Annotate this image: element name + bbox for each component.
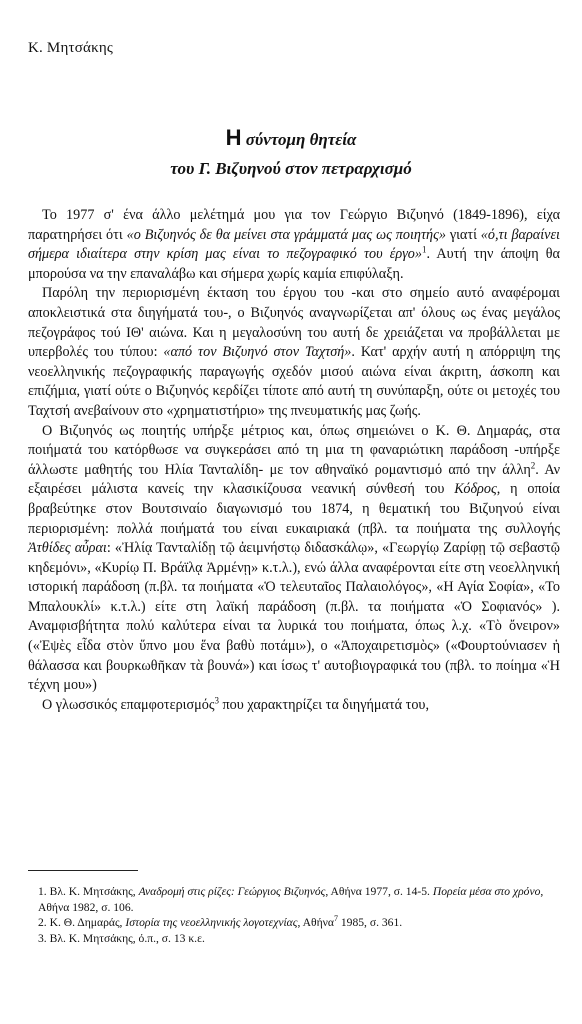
italic-text: Ιστορία της νεοελληνικής λογοτεχνίας: [125, 916, 298, 930]
footnote: [28, 931, 560, 947]
italic-text: Κόδρος: [454, 481, 497, 498]
footnote: [28, 884, 560, 915]
text-run: , Αθήνα 1977, σ. 14-5.: [325, 885, 433, 898]
italic-text: «ο Βιζυηνός δε θα μείνει στα γράμματά μας ως ποιητής»: [126, 226, 446, 243]
text-run: 1985, σ. 361.: [337, 916, 403, 930]
text-run: που χαρακτηρίζει τα διηγήματά του,: [218, 696, 430, 713]
text-run: 3. Βλ. Κ. Μητσάκης, ό.π., σ. 13 κ.ε.: [38, 931, 205, 945]
text-run: : «Ἠλίᾳ Τανταλίδῃ τῷ ἀειμνήστῳ διδασκάλῳ», «Γεωργίῳ Ζαρίφῃ τῷ σεβαστῷ κηδεμόνι», «Κυρίῳ Π. Βράϊλᾳ Ἀρμένῃ» κ.τ.λ.), ενώ άλλα αναφέρονται είτε στη νεοελληνική ιστορική παράδοση (π.βλ. τα ποιήματα «Ὁ τελευταῖος Παλαιολόγος», «Η Αγία Σοφία», «Το Μπαλουκλί» κ.τ.λ.) είτε στη λαϊκή παράδοση (π.βλ. τα ποιήματα «Ὁ Σοφιανός» ). Αναμφισβήτητα πολύ καλύτερα είναι τα λυρικά του ποιήματα, όπως λ.χ. «Τὸ ὄνειρον» («Ἐψὲς εἶδα στὸν ὕπνο μου ἕνα βαθὺ ποτάμι»), ο «Ἀποχαιρετισμὸς» («Φουρτούνιασεν ἡ θάλασσα και βουρκωθῆκαν τὰ βουνά») και ίσως τ' αυτοβιογραφικά του (πβλ. το ποίημα «Ἡ τέχνη μου»): [28, 540, 560, 694]
footnote-marker: 2: [530, 459, 536, 470]
text-run: . Κατ' αρχήν αυτή η απόρριψη της νεοελληνικής πεζογραφικής παραγωγής σχεδόν μισού αιώνα είναι άκριτη, άσκοπη και επιζήμια, γιατί ούτε ο Βιζυηνός κερδίζει τίποτε από αυτή τη συνύπαρξη, ούτε οι μετοχές του Ταχτσή ανεβαίνουν στο «χρηματιστήριο» της πνευματικής μας ζωής.: [28, 344, 560, 419]
text-run: Ο Βιζυηνός ως ποιητής υπήρξε μέτριος και, όπως σημειώνει ο Κ. Θ. Δημαράς, στα ποιήματά του κατόρθωσε να συγκεράσει από τη μια τη φαναριώτικη παράδοση -υπήρξε άλλωστε μαθητής του Ηλία Τανταλίδη- με τον αθηναϊκό ρομαντισμό από την άλλη: [28, 422, 560, 478]
running-head: Κ. Μητσάκης: [28, 40, 114, 56]
italic-text: Ἀτθίδες αὖραι: [28, 540, 107, 557]
text-run: Ο γλωσσικός επαμφοτερισμός: [42, 696, 215, 713]
text-run: γιατί: [445, 226, 481, 243]
paragraph: [28, 696, 560, 716]
italic-text: Αναδρομή στις ρίζες: Γεώργιος Βιζυηνός: [138, 885, 326, 898]
title-line-2: του Γ. Βιζυηνού στον πετραρχισμό: [170, 159, 412, 178]
footnote-marker: 3: [214, 695, 219, 706]
paragraph: [28, 422, 560, 696]
footnote-marker: 7: [333, 914, 338, 924]
footnotes: [28, 884, 560, 946]
body-text: [28, 206, 560, 715]
title-line-1: [0, 124, 582, 154]
footnote: [28, 915, 560, 931]
text-run: . Αυτή την άποψη θα μπορούσα να την επαναλάβω και σήμερα χωρίς καμία επιφύλαξη.: [28, 246, 560, 282]
footnote-divider: [28, 870, 138, 871]
paragraph: [28, 206, 560, 284]
text-run: Παρόλη την περιορισμένη έκταση του έργου του -και στο σημείο αυτό αναφέρομαι αποκλειστικά στα διηγήματά του-, ο Βιζυηνός αναγνωρίζεται απ' όλους ως ένας μεγάλος πεζογράφος τού ΙΘ' αιώνα. Και η μεγαλοσύνη του αυτή δε χρειάζεται να προβάλλεται με υπερβολές του τύπου:: [28, 285, 560, 361]
italic-text: «από τον Βιζυηνό στον Ταχτσή»: [163, 344, 352, 361]
title-initial: Η: [225, 125, 242, 150]
italic-text: Πορεία μέσα στο χρόνο: [432, 885, 541, 898]
footnote-marker: 1: [421, 244, 427, 255]
paragraph: [28, 284, 560, 421]
text-run: , η οποία βραβεύτηκε στον Βουτσιναίο διαγωνισμό του 1874, η θεματική του Βιζυηνού είναι περιορισμένη: πολλά ποιήματά του είναι ευκαιριακά (πβλ. τα ποιήματα της συλλογής: [28, 481, 560, 537]
text-run: . Αν εξαιρέσει μάλιστα κανείς την κλασικίζουσα νεανική σύνθεσή του: [28, 461, 560, 498]
text-run: 2. Κ. Θ. Δημαράς,: [38, 916, 126, 930]
text-run: 1. Βλ. Κ. Μητσάκης,: [38, 885, 139, 898]
title-line-1-text: σύντομη θητεία: [241, 130, 357, 149]
text-run: , Αθήνα 1982, σ. 106.: [38, 885, 544, 914]
text-run: , Αθήνα: [297, 916, 334, 930]
italic-text: «ό,τι βαραίνει σήμερα ιδιαίτερα στην κρίση μας είναι το πεζογραφικό του έργο»: [28, 226, 561, 263]
text-run: Το 1977 σ' ένα άλλο μελέτημά μου για τον Γεώργιο Βιζυηνό (1849-1896), είχα παρατηρήσει ότι: [28, 207, 560, 243]
